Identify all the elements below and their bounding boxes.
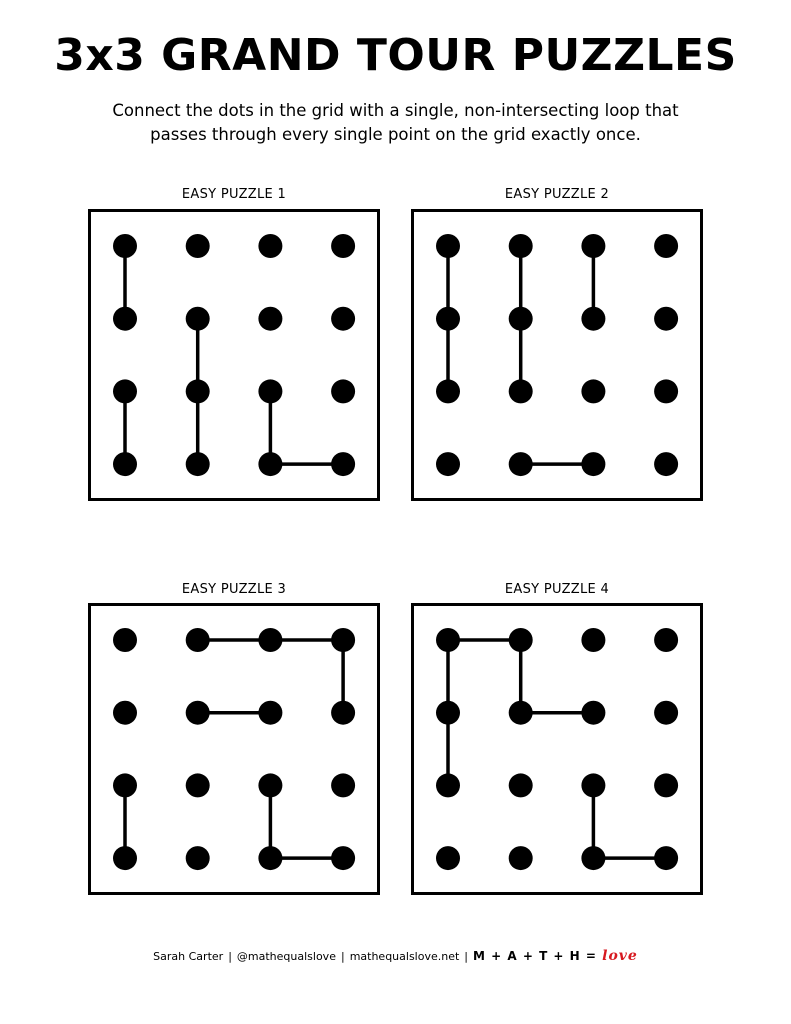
grid-dot [186, 773, 210, 797]
grid-dot [331, 846, 355, 870]
puzzle-label-4: EASY PUZZLE 4 [504, 582, 610, 597]
grid-dot [186, 307, 210, 331]
grid-dot [113, 628, 137, 652]
grid-dot [258, 452, 282, 476]
puzzle-label-3: EASY PUZZLE 3 [181, 582, 287, 597]
grid-dot [581, 846, 605, 870]
grid-dot [258, 307, 282, 331]
grid-dot [436, 307, 460, 331]
grid-dot [331, 379, 355, 403]
footer-handle: @mathequalslove [236, 950, 336, 963]
grid-dot [186, 452, 210, 476]
grid-dot [258, 701, 282, 725]
footer-brand-logo [473, 949, 638, 963]
grid-dot [113, 452, 137, 476]
grid-dot [436, 452, 460, 476]
grid-dot [331, 628, 355, 652]
grid-dot [581, 701, 605, 725]
grid-dot [186, 379, 210, 403]
page-title: 3x3 GRAND TOUR PUZZLES [54, 30, 737, 81]
puzzle-grid-4-drawing [411, 603, 703, 895]
grid-dot [258, 846, 282, 870]
grid-dot [509, 846, 533, 870]
grid-dot [581, 307, 605, 331]
grid-dot [113, 379, 137, 403]
puzzle-grid-3-drawing [88, 603, 380, 895]
grid-dot [509, 701, 533, 725]
grid-dot [654, 307, 678, 331]
footer-separator: | [340, 950, 345, 963]
grid-dot [186, 628, 210, 652]
footer-website: mathequalslove.net [349, 950, 460, 963]
puzzle-label-2: EASY PUZZLE 2 [504, 187, 610, 202]
puzzle-grid-1 [88, 209, 380, 501]
grid-dot [654, 452, 678, 476]
grid-dot [509, 307, 533, 331]
grid-dot [436, 234, 460, 258]
grid-dot [509, 628, 533, 652]
footer-separator: | [464, 950, 469, 963]
grid-dot [113, 307, 137, 331]
footer-separator: | [228, 950, 232, 963]
grid-dot [654, 628, 678, 652]
grid-dot [509, 452, 533, 476]
instructions-line-1: Connect the dots in the grid with a single, non-intersecting loop that [112, 101, 679, 120]
puzzle-grid-3 [88, 603, 380, 895]
grid-dot [331, 773, 355, 797]
instructions-line-2: passes through every single point on the grid exactly once. [150, 125, 641, 144]
grid-dot [258, 379, 282, 403]
grid-dot [258, 234, 282, 258]
grid-dot [654, 773, 678, 797]
grid-dot [581, 773, 605, 797]
grid-dot [331, 234, 355, 258]
grid-dot [436, 628, 460, 652]
grid-dot [331, 307, 355, 331]
grid-dot [186, 846, 210, 870]
grid-dot [436, 773, 460, 797]
grid-dot [581, 628, 605, 652]
grid-dot [581, 234, 605, 258]
grid-dot [509, 773, 533, 797]
grid-dot [436, 701, 460, 725]
grid-dot [113, 773, 137, 797]
grid-dot [436, 846, 460, 870]
puzzle-grid-2 [411, 209, 703, 501]
footer-author: Sarah Carter [153, 950, 224, 963]
grid-dot [258, 628, 282, 652]
grid-dot [258, 773, 282, 797]
grid-dot [654, 701, 678, 725]
footer-brand-math: M + A + T + H = [473, 949, 597, 963]
puzzle-grid-2-drawing [411, 209, 703, 501]
puzzle-grid-4 [411, 603, 703, 895]
grid-dot [509, 379, 533, 403]
puzzle-label-1: EASY PUZZLE 1 [181, 187, 287, 202]
grid-dot [113, 846, 137, 870]
footer-brand-love: love [602, 948, 638, 964]
grid-dot [186, 234, 210, 258]
grid-dot [654, 379, 678, 403]
grid-dot [581, 379, 605, 403]
grid-dot [654, 846, 678, 870]
grid-dot [581, 452, 605, 476]
instructions [60, 99, 731, 147]
grid-dot [113, 234, 137, 258]
grid-dot [436, 379, 460, 403]
grid-dot [331, 452, 355, 476]
footer [0, 947, 791, 966]
grid-dot [186, 701, 210, 725]
grid-dot [654, 234, 678, 258]
grid-dot [113, 701, 137, 725]
grid-dot [509, 234, 533, 258]
puzzle-grid-1-drawing [88, 209, 380, 501]
grid-dot [331, 701, 355, 725]
